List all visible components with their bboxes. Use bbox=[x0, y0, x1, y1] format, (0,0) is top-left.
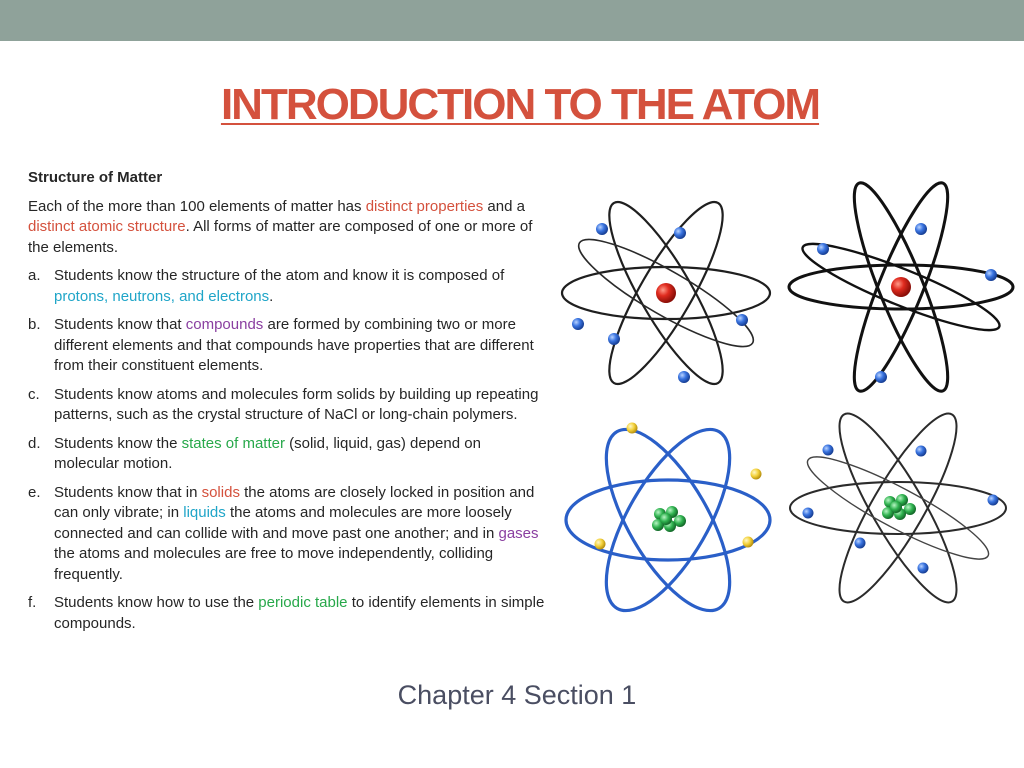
list-text-part: Students know the bbox=[54, 434, 182, 452]
list-text bbox=[54, 483, 550, 586]
list-item-c bbox=[28, 385, 550, 426]
list-text bbox=[54, 593, 550, 634]
highlight-compounds: compounds bbox=[185, 316, 264, 333]
list-text-part: the atoms and molecules are more loosely connected and can collide with and move past one another; and in bbox=[54, 504, 512, 542]
slide-subtitle: Chapter 4 Section 1 bbox=[397, 680, 637, 710]
list-text bbox=[54, 266, 550, 307]
list-text-part: Students know atoms and molecules form solids by building up repeating patterns, such as the crystal structure of NaCl or long-chain polymers. bbox=[54, 385, 539, 423]
intro-text: and a bbox=[483, 197, 525, 215]
intro-text: Each of the more than 100 elements of matter has bbox=[28, 197, 366, 215]
section-heading: Structure of Matter bbox=[28, 169, 163, 186]
list-letter: e. bbox=[28, 483, 41, 501]
list-text-part: to identify elements in simple compounds. bbox=[54, 594, 545, 632]
highlight-distinct-atomic-structure: distinct atomic structure bbox=[28, 218, 186, 235]
list-text-part: Students know that bbox=[54, 316, 186, 333]
list-letter: f. bbox=[28, 594, 37, 611]
list-letter: d. bbox=[28, 434, 41, 452]
list-letter: b. bbox=[28, 316, 41, 333]
top-bar bbox=[0, 0, 1024, 41]
list-text-part: Students know how to use the bbox=[54, 594, 259, 611]
atom-icon-bottom-right bbox=[790, 401, 1006, 614]
list-item-f bbox=[28, 593, 550, 634]
list-text-part: Students know that in bbox=[54, 483, 202, 501]
list-text bbox=[54, 385, 550, 426]
list-text-part: Students know the structure of the atom and know it is composed of bbox=[54, 267, 505, 284]
list-letter: a. bbox=[28, 267, 41, 284]
highlight-protons-neutrons-electrons: protons, neutrons, and electrons bbox=[54, 287, 270, 305]
atom-icon-top-left bbox=[562, 190, 770, 396]
list-item-b bbox=[28, 315, 550, 377]
list-text bbox=[54, 434, 550, 475]
atom-illustrations bbox=[556, 175, 1024, 635]
list-text-part: the atoms and molecules are free to move independently, colliding frequently. bbox=[54, 545, 494, 583]
list-item-a bbox=[28, 266, 550, 307]
highlight-distinct-properties: distinct properties bbox=[365, 197, 484, 215]
list-text-part: are formed by combining two or more different elements and that compounds have properties that are different from their constituent elements. bbox=[54, 316, 534, 374]
atom-icon-bottom-left bbox=[566, 412, 770, 629]
list-item-e bbox=[28, 483, 550, 586]
list-item-d bbox=[28, 434, 550, 475]
highlight-periodic-table: periodic table bbox=[258, 594, 348, 611]
highlight-states-of-matter: states of matter bbox=[181, 434, 285, 452]
intro-paragraph bbox=[28, 197, 550, 259]
atom-icon-top-right bbox=[789, 175, 1013, 399]
highlight-gases: gases bbox=[498, 524, 539, 542]
list-letter: c. bbox=[28, 385, 40, 403]
list-text bbox=[54, 315, 550, 377]
highlight-solids: solids bbox=[201, 483, 240, 501]
slide-title: INTRODUCTION TO THE ATOM bbox=[220, 80, 820, 129]
intro-text: . All forms of matter are composed of one or more of the elements. bbox=[28, 218, 533, 256]
list-text-part: . bbox=[269, 287, 274, 305]
highlight-liquids: liquids bbox=[183, 504, 226, 521]
body-text bbox=[28, 168, 550, 642]
list-text-part: the atoms are closely locked in position and can only vibrate; in bbox=[54, 483, 535, 521]
list-text-part: (solid, liquid, gas) depend on molecular motion. bbox=[54, 434, 481, 472]
